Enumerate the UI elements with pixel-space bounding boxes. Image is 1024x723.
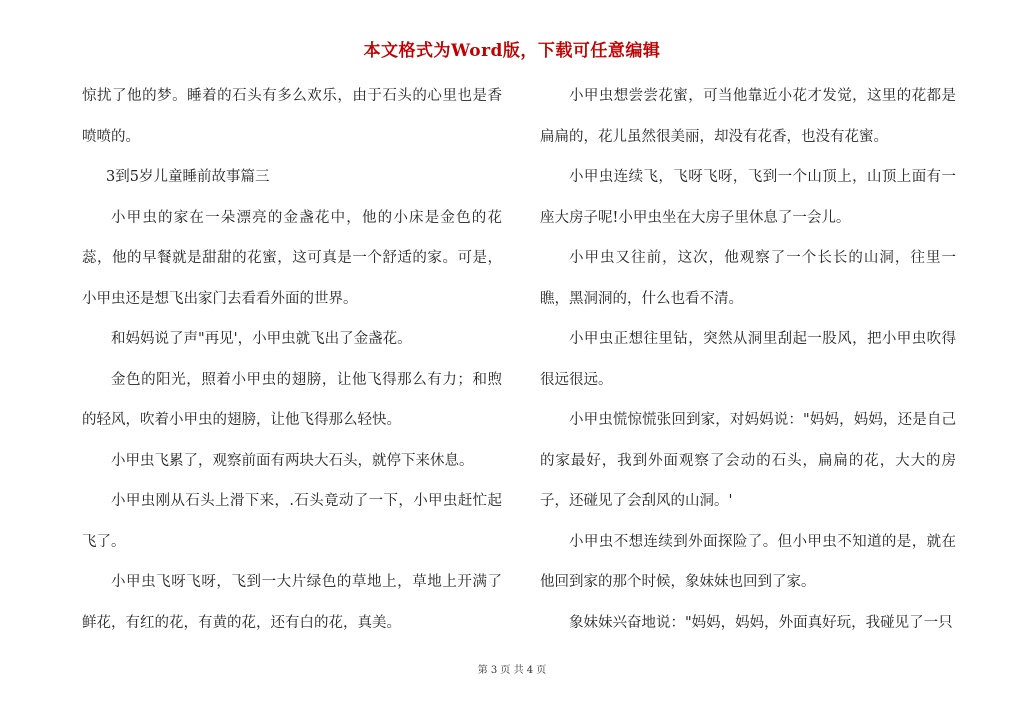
paragraph: 小甲虫飞呀飞呀，飞到一大片绿色的草地上，草地上开满了鲜花，有红的花，有黄的花，还有白的花，真美。	[82, 574, 502, 631]
paragraph: 小甲虫想尝尝花蜜，可当他靠近小花才发觉，这里的花都是扁扁的，花儿虽然很美丽，却没有花香，也没有花蜜。	[540, 88, 956, 145]
paragraph: 金色的阳光，照着小甲虫的翅膀，让他飞得那么有力；和煦的轻风，吹着小甲虫的翅膀，让他飞得那么轻快。	[82, 371, 502, 428]
paragraph: 小甲虫不想连续到外面探险了。但小甲虫不知道的是，就在他回到家的那个时候，象妹妹也回到了家。	[540, 533, 956, 590]
paragraph: 和妈妈说了声"再见'，小甲虫就飞出了金盏花。	[111, 331, 412, 347]
paragraph: 惊扰了他的梦。睡着的石头有多么欢乐，由于石头的心里也是香喷喷的。	[82, 88, 502, 145]
paragraph: 小甲虫连续飞，飞呀飞呀，飞到一个山顶上，山顶上面有一座大房子呢!小甲虫坐在大房子里休息了一会儿。	[540, 169, 956, 226]
paragraph: 象妹妹兴奋地说："妈妈，妈妈，外面真好玩，我碰见了一只	[569, 614, 953, 631]
paragraph: 小甲虫又往前，这次，他观察了一个长长的山洞，往里一瞧，黑洞洞的，什么也看不清。	[540, 250, 956, 307]
paragraph: 小甲虫飞累了，观察前面有两块大石头，就停下来休息。	[111, 452, 474, 469]
paragraph: 小甲虫慌惊慌张回到家，对妈妈说："妈妈，妈妈，还是自己的家最好，我到外面观察了会动的石头，扁扁的花，大大的房子，还碰见了会刮风的山洞。'	[540, 412, 956, 509]
paragraph: 小甲虫正想往里钻，突然从洞里刮起一股风，把小甲虫吹得很远很远。	[540, 331, 956, 388]
paragraph: 小甲虫刚从石头上滑下来，.石头竟动了一下，小甲虫赶忙起飞了。	[82, 493, 502, 550]
paragraph: 小甲虫的家在一朵漂亮的金盏花中，他的小床是金色的花蕊，他的早餐就是甜甜的花蜜，这可真是一个舒适的家。可是，小甲虫还是想飞出家门去看看外面的世界。	[82, 209, 502, 307]
right-text-column	[540, 76, 956, 643]
word-format-banner: 本文格式为Word版，下载可任意编辑	[363, 41, 661, 61]
left-text-column	[82, 76, 502, 643]
section-heading: 3到5岁儿童睡前故事篇三	[106, 169, 270, 185]
page-number-footer: 第 3 页 共 4 页	[477, 665, 547, 676]
